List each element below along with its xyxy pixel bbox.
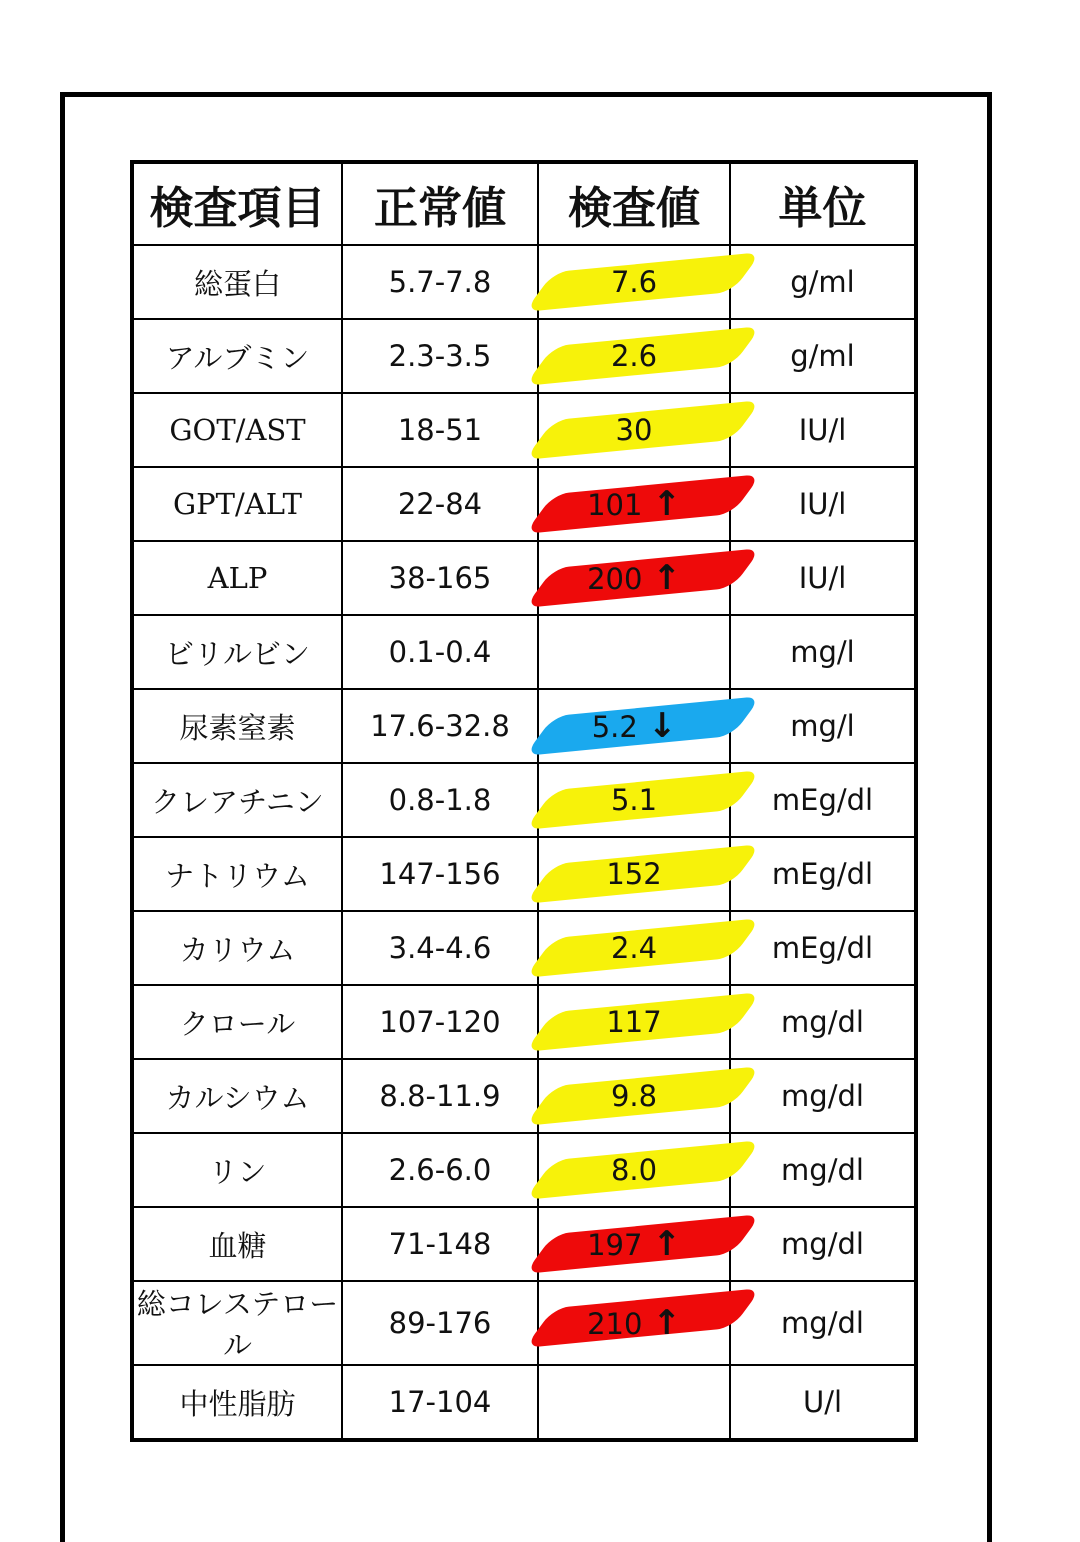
table-row (132, 985, 916, 1059)
test-value-cell (538, 1365, 730, 1440)
test-value: 2.6 (610, 339, 658, 373)
test-value: 200 (587, 562, 643, 596)
normal-range: 5.7-7.8 (342, 245, 538, 319)
unit: mg/dl (730, 985, 916, 1059)
unit: mg/dl (730, 1059, 916, 1133)
unit: IU/l (730, 467, 916, 541)
table-row (132, 763, 916, 837)
normal-range: 18-51 (342, 393, 538, 467)
table-row (132, 911, 916, 985)
lab-results-table (130, 160, 918, 1442)
test-item-name: 中性脂肪 (132, 1365, 342, 1440)
test-value: 8.0 (610, 1153, 658, 1187)
test-item-name: ALP (132, 541, 342, 615)
test-value: 152 (606, 857, 662, 891)
red-highlight-mark (525, 1288, 762, 1348)
table-body (132, 245, 916, 1440)
normal-range: 17.6-32.8 (342, 689, 538, 763)
test-value: 5.1 (610, 783, 658, 817)
test-value-cell (538, 985, 730, 1059)
table-row (132, 541, 916, 615)
test-item-name: 尿素窒素 (132, 689, 342, 763)
unit: mg/l (730, 689, 916, 763)
normal-range: 2.3-3.5 (342, 319, 538, 393)
test-value-cell (538, 319, 730, 393)
normal-range: 0.1-0.4 (342, 615, 538, 689)
test-item-name: GOT/AST (132, 393, 342, 467)
test-item-name: カルシウム (132, 1059, 342, 1133)
table-row (132, 245, 916, 319)
header-test-value: 検査値 (538, 162, 730, 245)
test-value-cell (538, 837, 730, 911)
normal-range: 3.4-4.6 (342, 911, 538, 985)
red-highlight-mark (525, 1214, 762, 1274)
table-row (132, 393, 916, 467)
unit: U/l (730, 1365, 916, 1440)
test-value: 7.6 (610, 265, 658, 299)
down-arrow-icon: ↓ (647, 706, 677, 746)
test-value: 197 (587, 1228, 643, 1262)
up-arrow-icon: ↑ (652, 558, 681, 598)
header-row (132, 162, 916, 245)
test-value-cell (538, 1133, 730, 1207)
up-arrow-icon: ↑ (652, 1224, 681, 1264)
normal-range: 17-104 (342, 1365, 538, 1440)
header-unit: 単位 (730, 162, 916, 245)
normal-range: 107-120 (342, 985, 538, 1059)
test-value: 30 (615, 413, 653, 447)
test-item-name: クロール (132, 985, 342, 1059)
unit: IU/l (730, 393, 916, 467)
table-row (132, 1281, 916, 1365)
table-row (132, 1059, 916, 1133)
test-value-cell (538, 393, 730, 467)
normal-range: 2.6-6.0 (342, 1133, 538, 1207)
test-value: 210 (587, 1307, 643, 1341)
normal-range: 22-84 (342, 467, 538, 541)
table-row (132, 689, 916, 763)
test-item-name: 総蛋白 (132, 245, 342, 319)
test-item-name: アルブミン (132, 319, 342, 393)
test-item-name: ビリルビン (132, 615, 342, 689)
table-row (132, 615, 916, 689)
table-row (132, 319, 916, 393)
test-value-cell (538, 245, 730, 319)
test-item-name: カリウム (132, 911, 342, 985)
test-value-cell (538, 1207, 730, 1281)
unit: g/ml (730, 245, 916, 319)
red-highlight-mark (525, 548, 762, 608)
test-value-cell (538, 911, 730, 985)
up-arrow-icon: ↑ (652, 484, 681, 524)
unit: mg/dl (730, 1281, 916, 1365)
table-row (132, 1365, 916, 1440)
up-arrow-icon: ↑ (652, 1303, 681, 1343)
test-item-name: クレアチニン (132, 763, 342, 837)
test-value-cell (538, 1281, 730, 1365)
normal-range: 147-156 (342, 837, 538, 911)
test-value-cell (538, 541, 730, 615)
unit: mEg/dl (730, 763, 916, 837)
unit: mEg/dl (730, 837, 916, 911)
red-highlight-mark (525, 474, 762, 534)
test-value: 101 (587, 488, 643, 522)
test-value-cell (538, 467, 730, 541)
table-row (132, 837, 916, 911)
test-value: 5.2 (591, 710, 638, 744)
unit: IU/l (730, 541, 916, 615)
unit: mg/dl (730, 1133, 916, 1207)
blue-highlight-mark (525, 696, 762, 756)
test-value: 117 (606, 1005, 662, 1039)
test-item-name: リン (132, 1133, 342, 1207)
unit: mEg/dl (730, 911, 916, 985)
test-value-cell (538, 763, 730, 837)
test-item-name: 総コレステロール (132, 1281, 342, 1365)
test-item-name: 血糖 (132, 1207, 342, 1281)
unit: mg/dl (730, 1207, 916, 1281)
test-value: 9.8 (610, 1079, 658, 1113)
table-row (132, 1133, 916, 1207)
header-normal-range: 正常値 (342, 162, 538, 245)
header-item: 検査項目 (132, 162, 342, 245)
test-value-cell (538, 689, 730, 763)
normal-range: 71-148 (342, 1207, 538, 1281)
test-value: 2.4 (610, 931, 658, 965)
unit: mg/l (730, 615, 916, 689)
test-item-name: GPT/ALT (132, 467, 342, 541)
unit: g/ml (730, 319, 916, 393)
normal-range: 89-176 (342, 1281, 538, 1365)
test-value-cell (538, 1059, 730, 1133)
normal-range: 38-165 (342, 541, 538, 615)
test-value-cell (538, 615, 730, 689)
table-row (132, 1207, 916, 1281)
table-row (132, 467, 916, 541)
test-item-name: ナトリウム (132, 837, 342, 911)
normal-range: 0.8-1.8 (342, 763, 538, 837)
normal-range: 8.8-11.9 (342, 1059, 538, 1133)
